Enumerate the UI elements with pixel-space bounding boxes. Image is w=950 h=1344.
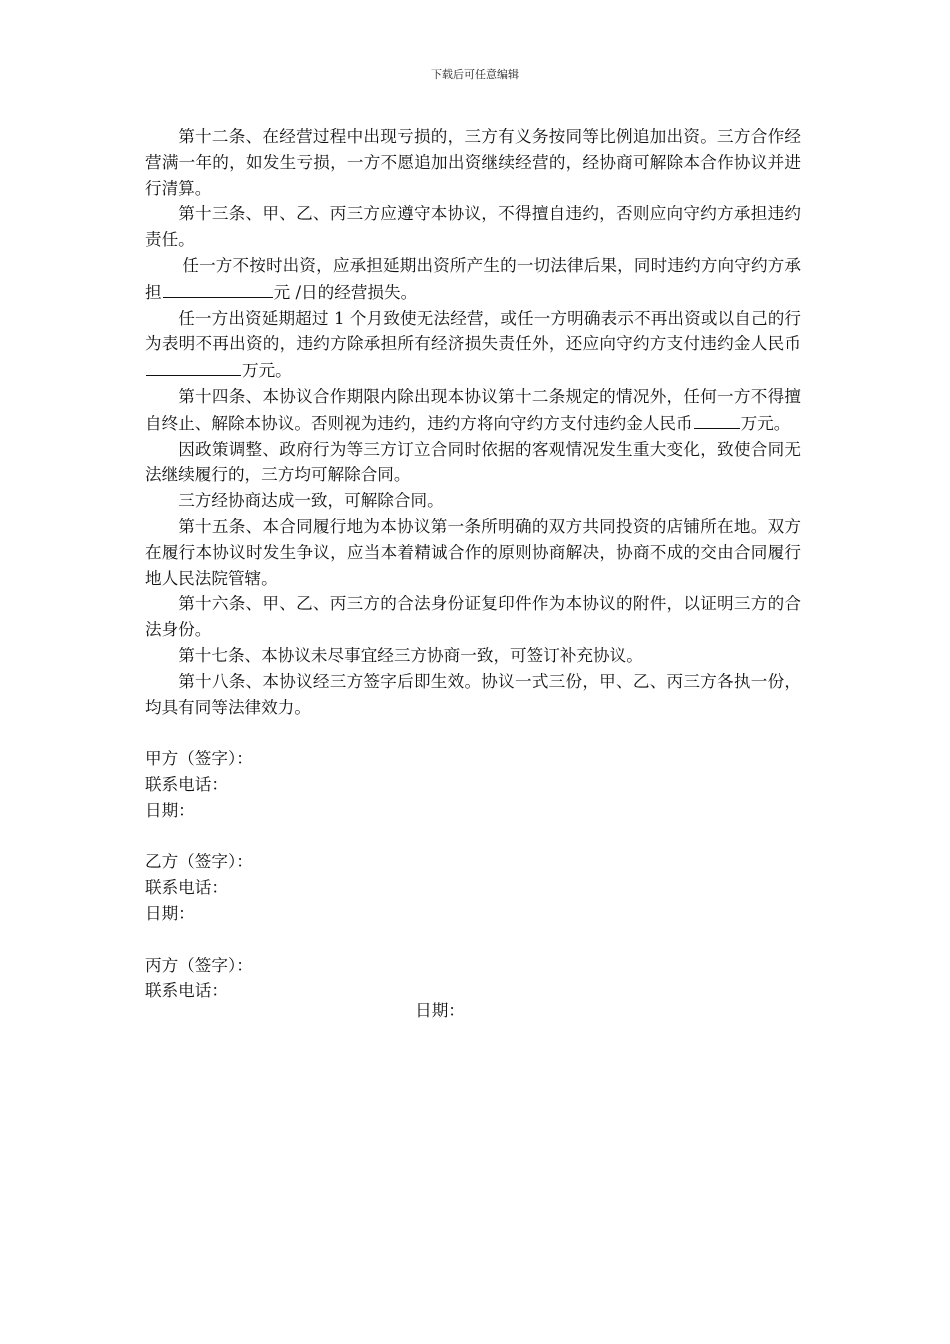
paragraph-article-13: 第十三条、甲、乙、丙三方应遵守本协议，不得擅自违约，否则应向守约方承担违约责任。 bbox=[145, 204, 801, 250]
penalty-amount-blank bbox=[146, 357, 241, 376]
article-14-text: 第十四条、本协议合作期限内除出现本协议第十二条规定的情况外，任何一方不得擅自终止、解除本协议。否则视为违约，违约方将向守约方支付违约金人民币 bbox=[145, 386, 801, 433]
article-14-text-end: 万元。 bbox=[740, 413, 791, 433]
document-body bbox=[145, 124, 801, 1004]
late-investment-text: 任一方不按时出资，应承担延期出资所产生的一切法律后果，同时违约方向守约方承担 bbox=[145, 255, 801, 302]
paragraph-article-16: 第十六条、甲、乙、丙三方的合法身份证复印件作为本协议的附件，以证明三方的合法身份。 bbox=[145, 594, 801, 640]
spacer bbox=[145, 927, 801, 953]
paragraph-delay-penalty bbox=[145, 306, 801, 384]
party-c-phone-label: 联系电话： bbox=[145, 981, 228, 1001]
party-c-date-label: 日期： bbox=[415, 1001, 465, 1020]
party-b-signature-label: 乙方（签字）： bbox=[145, 852, 253, 872]
party-c-signature-label: 丙方（签字）： bbox=[145, 955, 253, 975]
termination-penalty-blank bbox=[694, 410, 740, 429]
page-header: 下载后可任意编辑 bbox=[431, 68, 519, 81]
paragraph-article-15: 第十五条、本合同履行地为本协议第一条所明确的双方共同投资的店铺所在地。双方在履行本协议时发生争议，应当本着精诚合作的原则协商解决，协商不成的交由合同履行地人民法院管辖。 bbox=[145, 516, 801, 588]
party-b-date-label: 日期： bbox=[145, 903, 195, 923]
paragraph-article-14 bbox=[145, 384, 801, 437]
party-b-phone-label: 联系电话： bbox=[145, 878, 228, 898]
paragraph-article-17: 第十七条、本协议未尽事宜经三方协商一致，可签订补充协议。 bbox=[178, 645, 643, 665]
paragraph-policy-change: 因政策调整、政府行为等三方订立合同时依据的客观情况发生重大变化，致使合同无法继续履行的，三方均可解除合同。 bbox=[145, 439, 801, 485]
daily-loss-amount-blank bbox=[163, 279, 273, 298]
delay-penalty-text: 任一方出资延期超过 1 个月致使无法经营，或任一方明确表示不再出资或以自己的行为表明不再出资的，违约方除承担所有经济损失责任外，还应向守约方支付违约金人民币 bbox=[145, 308, 801, 354]
spacer bbox=[145, 720, 801, 746]
party-a-signature-label: 甲方（签字）： bbox=[145, 749, 253, 769]
paragraph-article-12: 第十二条、在经营过程中出现亏损的，三方有义务按同等比例追加出资。三方合作经营满一年的，如发生亏损，一方不愿追加出资继续经营的，经协商可解除本合作协议并进行清算。 bbox=[145, 127, 801, 198]
party-a-date-label: 日期： bbox=[145, 800, 195, 820]
paragraph-late-investment bbox=[145, 253, 801, 306]
paragraph-article-18: 第十八条、本协议经三方签字后即生效。协议一式三份，甲、乙、丙三方各执一份，均具有同等法律效力。 bbox=[145, 671, 801, 717]
spacer bbox=[145, 824, 801, 850]
delay-penalty-text-end: 万元。 bbox=[242, 361, 292, 381]
paragraph-mutual-termination: 三方经协商达成一致，可解除合同。 bbox=[178, 491, 444, 511]
party-a-phone-label: 联系电话： bbox=[145, 774, 228, 794]
late-investment-text-end: 元 /日的经营损失。 bbox=[273, 282, 418, 302]
